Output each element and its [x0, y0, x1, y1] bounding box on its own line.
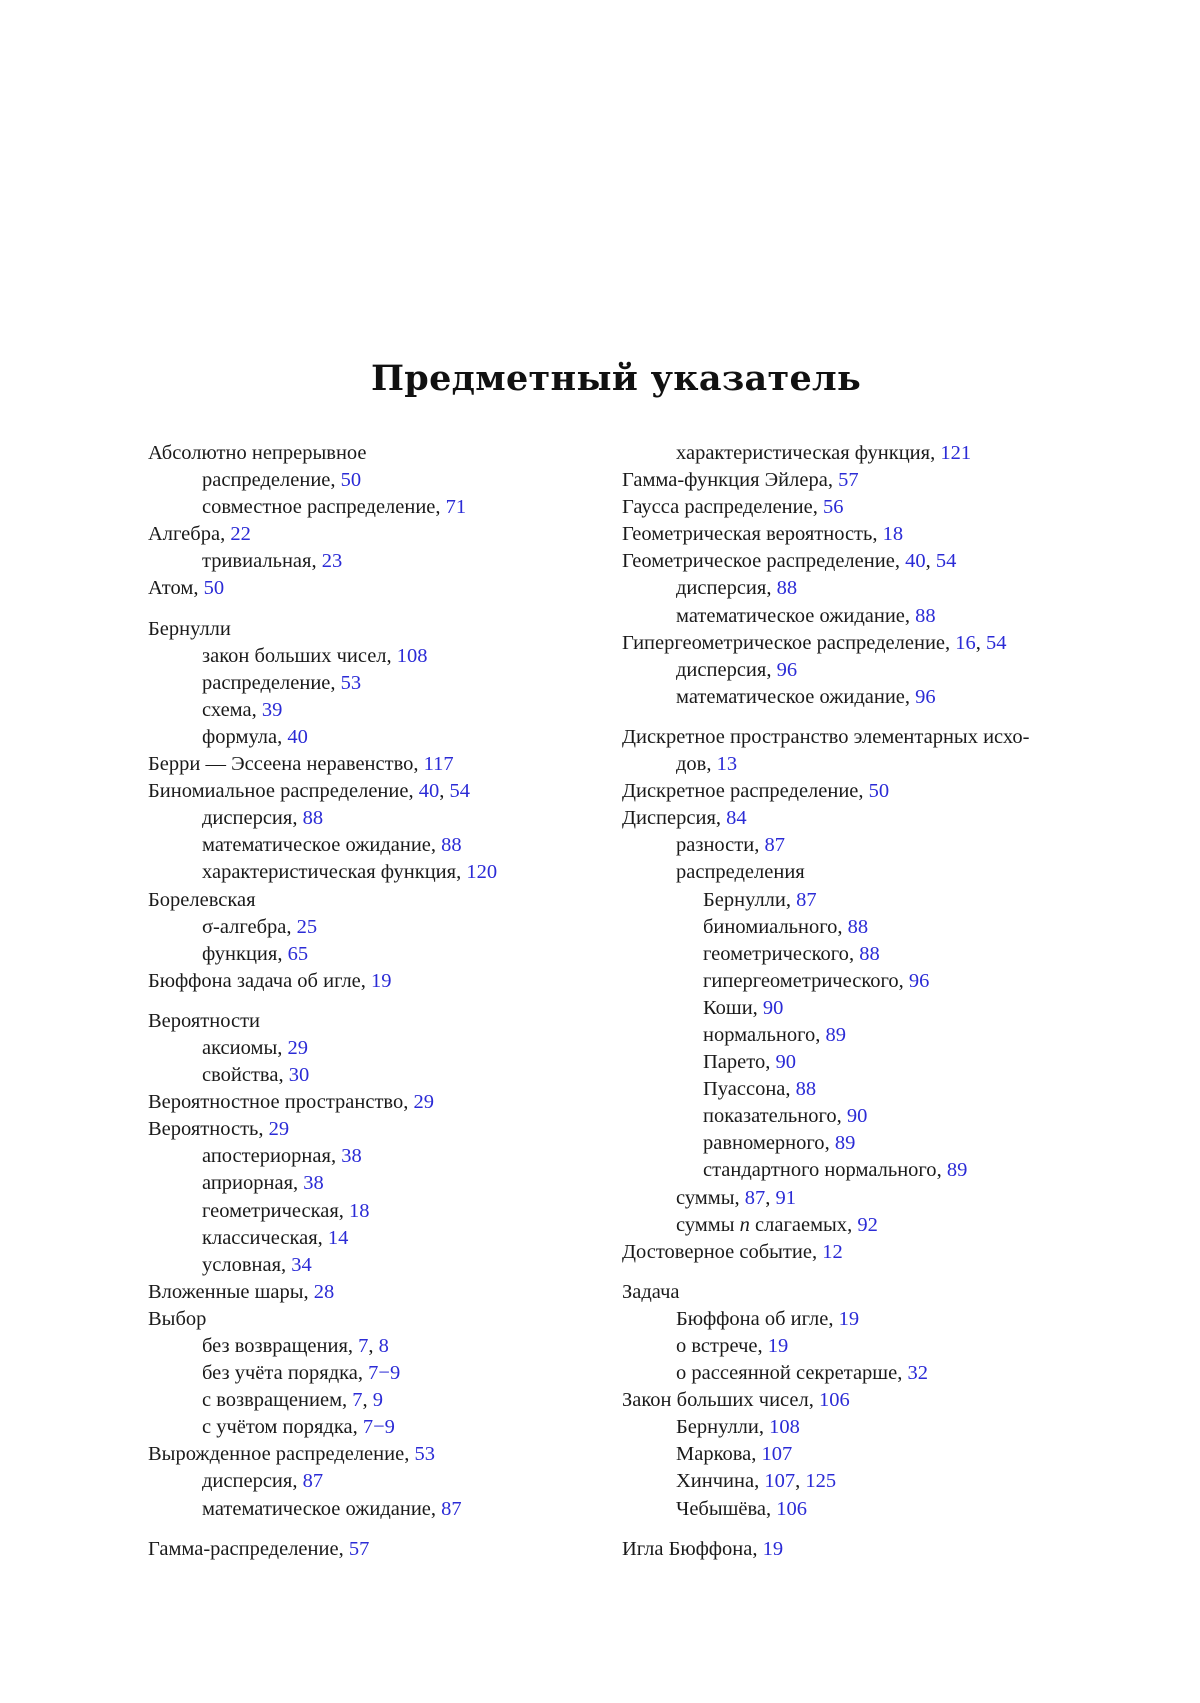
index-term: Вероятность [148, 1118, 259, 1141]
index-entry: дисперсия, 87 [202, 1470, 324, 1493]
index-term: с учётом порядка [202, 1416, 353, 1439]
page-ref-link[interactable]: 23 [321, 550, 343, 573]
page-ref-link[interactable]: 32 [907, 1362, 928, 1385]
index-entry: распределение, 53 [202, 671, 362, 694]
index-term: Дисперсия [622, 807, 716, 830]
page-ref-link[interactable]: 19 [762, 1537, 784, 1560]
index-term: Коши [703, 996, 753, 1019]
page-title: Предметный указатель [370, 358, 862, 399]
index-term: Дискретное распределение [622, 780, 859, 803]
page-ref-link[interactable]: 39 [261, 698, 283, 721]
index-entry: Достоверное событие, 12 [622, 1240, 843, 1263]
index-term: аксиомы [202, 1036, 278, 1059]
page-ref-link[interactable]: 54 [986, 631, 1007, 654]
index-entry: биномиального, 88 [703, 915, 869, 938]
index-term: Алгебра [148, 523, 221, 546]
index-term: Вложенные шары [148, 1280, 304, 1303]
index-entry: Биномиальное распределение, 40, 54 [148, 780, 470, 803]
page-ref-link[interactable]: 30 [288, 1064, 310, 1087]
index-entry: суммы, 87, 91 [676, 1186, 797, 1209]
page-ref-link[interactable]: 53 [340, 671, 362, 694]
index-term: Геометрическое распределение [622, 550, 895, 573]
page-ref-link[interactable]: 13 [716, 753, 738, 776]
index-entry [148, 1306, 608, 1333]
index-entry: Бюффона об игле, 19 [676, 1307, 860, 1330]
page-ref-link[interactable]: 108 [769, 1416, 800, 1439]
index-term: дисперсия [676, 577, 767, 600]
index-term: разности [676, 834, 755, 857]
index-term: суммы [676, 1186, 735, 1209]
page-ref-link[interactable]: 22 [230, 523, 251, 546]
page-ref-link[interactable]: 25 [296, 915, 318, 938]
index-term: Парето [703, 1051, 766, 1074]
index-entry: Атом, 50 [148, 577, 225, 600]
index-entry: Дискретное распределение, 50 [622, 780, 890, 803]
index-entry: о рассеянной секретарше, 32 [676, 1362, 928, 1385]
index-entry: дисперсия, 96 [676, 658, 798, 681]
index-entry: Геометрическая вероятность, 18 [622, 523, 904, 546]
index-term: Бернулли [676, 1416, 759, 1439]
page-ref-link[interactable]: 50 [340, 469, 362, 492]
index-entry: условная, 34 [202, 1253, 312, 1276]
page-ref-link[interactable]: 121 [940, 442, 972, 464]
index-term: Вероятностное пространство [148, 1091, 404, 1114]
index-term: Биномиальное распределение [148, 780, 409, 803]
page-ref-link[interactable]: 84 [726, 807, 747, 830]
page-ref-link[interactable]: 53 [414, 1443, 435, 1466]
index-entry: суммы n слагаемых, 92 [676, 1213, 878, 1236]
index-term: закон больших чисел [202, 644, 387, 667]
index-entry: аксиомы, 29 [202, 1036, 308, 1059]
page-ref-link[interactable]: 88 [302, 807, 324, 830]
index-column-left [148, 440, 608, 1563]
index-entry: σ-алгебра, 25 [202, 915, 318, 938]
index-term: Пуассона [703, 1078, 786, 1101]
index-entry: показательного, 90 [703, 1105, 868, 1128]
page-ref-link[interactable]: 8 [378, 1335, 389, 1357]
page-ref-link[interactable]: 50 [868, 780, 890, 803]
page-ref-link[interactable]: 91 [775, 1186, 797, 1209]
index-entry [622, 859, 1092, 886]
page-ref-link[interactable]: 40 [287, 725, 308, 748]
page-ref-link[interactable]: 92 [857, 1213, 878, 1236]
index-term: Гамма-распределение [148, 1537, 339, 1560]
index-entry: априорная, 38 [202, 1172, 324, 1195]
index-entry: разности, 87 [676, 834, 785, 857]
page-ref-link[interactable]: 57 [838, 469, 859, 492]
page-ref-link[interactable]: 107 [761, 1443, 793, 1466]
index-term: совместное распределение [202, 496, 436, 519]
index-term: распределение [202, 469, 331, 492]
index-entry: Маркова, 107 [676, 1443, 793, 1466]
index-entry: классическая, 14 [202, 1226, 349, 1249]
page-ref-link[interactable]: 96 [776, 658, 798, 681]
index-term: априорная [202, 1172, 294, 1195]
index-entry: стандартного нормального, 89 [703, 1159, 968, 1182]
index-entry: математическое ожидание, 87 [202, 1497, 462, 1520]
page-ref-link[interactable]: 38 [303, 1172, 324, 1195]
index-entry: совместное распределение, 71 [202, 496, 467, 519]
index-term: Берри — Эссеена неравенство [148, 753, 414, 776]
index-term: Бернулли [148, 617, 231, 640]
index-term: геометрическая [202, 1199, 339, 1222]
index-term: Достоверное событие [622, 1240, 812, 1263]
index-entry: математическое ожидание, 88 [676, 604, 936, 627]
page-ref-link[interactable]: 40 [418, 780, 440, 803]
page-ref-link[interactable]: 19 [371, 969, 392, 992]
page-ref-link[interactable]: 88 [795, 1078, 817, 1101]
index-term: дисперсия [202, 1470, 293, 1493]
page-ref-link[interactable]: 90 [775, 1051, 796, 1074]
index-entry: Игла Бюффона, 19 [622, 1537, 784, 1560]
index-term: Чебышёва [676, 1497, 767, 1520]
index-entry: Вырожденное распределение, 53 [148, 1443, 435, 1466]
index-entry: дов, 13 [676, 753, 738, 776]
index-term: Вырожденное распределение [148, 1443, 405, 1466]
index-term: математическое ожидание [202, 1497, 431, 1520]
page-ref-link[interactable]: 56 [822, 496, 844, 519]
index-term: Маркова [676, 1443, 752, 1466]
index-entry: Закон больших чисел, 106 [622, 1389, 850, 1412]
index-entry: Вероятность, 29 [148, 1118, 290, 1141]
index-entry: гипергеометрического, 96 [703, 969, 930, 992]
index-term: дисперсия [676, 658, 767, 681]
index-entry: функция, 65 [202, 942, 309, 965]
index-entry: Гипергеометрическое распределение, 16, 54 [622, 631, 1007, 654]
page-ref-link[interactable]: 14 [327, 1226, 349, 1249]
index-entry: без возвращения, 7, 8 [202, 1335, 389, 1357]
page-ref-link[interactable]: 87 [302, 1470, 324, 1493]
index-term: классическая [202, 1226, 318, 1249]
index-term: Выбор [148, 1307, 207, 1330]
index-entry [148, 1008, 608, 1035]
index-term: σ-алгебра [202, 915, 287, 938]
index-term: Вероятности [148, 1009, 261, 1032]
page-ref-link[interactable]: 19 [838, 1307, 860, 1330]
page-ref-link[interactable]: 18 [882, 523, 904, 546]
index-entry: Гамма-распределение, 57 [148, 1537, 370, 1560]
page-ref-link[interactable]: 87 [441, 1497, 462, 1520]
index-term: Бюффона об игле [676, 1307, 829, 1330]
index-term: Геометрическая вероятность [622, 523, 873, 546]
index-entry [148, 616, 608, 643]
index-entry [622, 1279, 1092, 1306]
index-entry: Коши, 90 [703, 996, 784, 1019]
index-term: Гаусса распределение [622, 496, 813, 519]
index-entry: тривиальная, 23 [202, 550, 343, 573]
index-term: характеристическая функция [202, 861, 457, 884]
index-entry: характеристическая функция, 121 [676, 442, 972, 464]
page-ref-link[interactable]: 16 [955, 631, 976, 654]
page-ref-link[interactable]: 57 [348, 1537, 370, 1560]
index-term: математическое ожидание [676, 685, 905, 708]
index-term: с возвращением [202, 1389, 343, 1412]
index-entry: Бернулли, 108 [676, 1416, 800, 1439]
index-entry: характеристическая функция, 120 [202, 861, 498, 884]
index-term: распределения [676, 861, 805, 884]
index-entry: Хинчина, 107, 125 [676, 1470, 837, 1493]
page-ref-link[interactable]: 18 [349, 1199, 370, 1222]
page-ref-link[interactable]: 120 [466, 861, 498, 884]
index-column-right [622, 440, 1092, 1563]
index-entry: Гаусса распределение, 56 [622, 496, 844, 519]
index-entry: дисперсия, 88 [676, 577, 798, 600]
page-ref-link[interactable]: 89 [946, 1159, 968, 1182]
index-entry: Алгебра, 22 [148, 523, 251, 546]
page-ref-link[interactable]: 7−9 [368, 1362, 401, 1385]
index-term: стандартного нормального [703, 1159, 937, 1182]
page-ref-link[interactable]: 87 [764, 834, 785, 857]
page-ref-link[interactable]: 54 [449, 780, 470, 803]
page-ref-link[interactable]: 89 [825, 1023, 846, 1046]
page-ref-link[interactable]: 106 [776, 1497, 808, 1520]
index-term: апостериорная [202, 1145, 331, 1168]
index-entry: с возвращением, 7, 9 [202, 1389, 384, 1412]
index-term: Бюффона задача об игле [148, 969, 361, 992]
index-term: свойства [202, 1064, 279, 1087]
page-ref-link[interactable]: 88 [441, 834, 462, 857]
index-entry: свойства, 30 [202, 1064, 310, 1087]
page-ref-link[interactable]: 88 [915, 604, 936, 627]
index-term: схема [202, 698, 252, 721]
index-term: Гамма-функция Эйлера [622, 469, 828, 492]
index-term: Бернулли [703, 888, 786, 911]
index-entry: Дисперсия, 84 [622, 807, 747, 830]
index-term: о рассеянной секретарше [676, 1362, 898, 1385]
index-entry: распределение, 50 [202, 469, 362, 492]
page-ref-link[interactable]: 7 [352, 1389, 363, 1412]
index-entry: Вложенные шары, 28 [148, 1280, 335, 1303]
index-entry: Бюффона задача об игле, 19 [148, 969, 392, 992]
index-entry: геометрическая, 18 [202, 1199, 370, 1222]
page-ref-link[interactable]: 19 [767, 1335, 789, 1357]
page-ref-link[interactable]: 89 [834, 1132, 856, 1155]
page-ref-link[interactable]: 88 [847, 915, 869, 938]
index-entry: Гамма-функция Эйлера, 57 [622, 469, 859, 492]
index-term: гипергеометрического [703, 969, 899, 992]
page-ref-link[interactable]: 90 [846, 1105, 868, 1128]
index-term: математическое ожидание [676, 604, 905, 627]
index-entry [148, 887, 608, 914]
index-entry: без учёта порядка, 7−9 [202, 1362, 401, 1385]
page-ref-link[interactable]: 107 [764, 1470, 796, 1493]
index-entry: Берри — Эссеена неравенство, 117 [148, 753, 454, 776]
page-ref-link[interactable]: 117 [423, 753, 454, 776]
page-ref-link[interactable]: 7 [358, 1335, 369, 1357]
index-term: Закон больших чисел [622, 1389, 809, 1412]
index-entry: равномерного, 89 [703, 1132, 856, 1155]
page-ref-link[interactable]: 106 [818, 1389, 850, 1412]
index-entry: Вероятностное пространство, 29 [148, 1091, 434, 1114]
index-entry: геометрического, 88 [703, 942, 880, 965]
index-entry: Парето, 90 [703, 1051, 796, 1074]
index-term: геометрического [703, 942, 849, 965]
page-ref-link[interactable]: 108 [396, 644, 428, 667]
index-entry: дисперсия, 88 [202, 807, 324, 830]
index-entry: апостериорная, 38 [202, 1145, 362, 1168]
index-term: Атом [148, 577, 194, 600]
index-term: распределение [202, 671, 331, 694]
page-ref-link[interactable]: 28 [313, 1280, 335, 1303]
index-entry: математическое ожидание, 96 [676, 685, 936, 708]
page-ref-link[interactable]: 87 [796, 888, 817, 911]
index-term: условная [202, 1253, 282, 1276]
index-entry [622, 724, 1092, 751]
page-ref-link[interactable]: 65 [287, 942, 309, 965]
index-term: дисперсия [202, 807, 293, 830]
index-entry: Чебышёва, 106 [676, 1497, 808, 1520]
page-ref-link[interactable]: 96 [908, 969, 930, 992]
page-ref-link[interactable]: 125 [805, 1470, 837, 1493]
index-term: функция [202, 942, 278, 965]
index-term: Дискретное пространство элементарных исхо- [622, 725, 1030, 748]
index-term: показательного [703, 1105, 837, 1128]
page-ref-link[interactable]: 7−9 [362, 1416, 395, 1439]
index-term: без возвращения [202, 1335, 348, 1357]
index-term: суммы n слагаемых [676, 1213, 848, 1236]
index-term: дов [676, 753, 707, 776]
page-ref-link[interactable]: 96 [915, 685, 936, 708]
index-term: биномиального [703, 915, 838, 938]
page-ref-link[interactable]: 40 [905, 550, 926, 573]
index-entry: математическое ожидание, 88 [202, 834, 462, 857]
index-term: тривиальная [202, 550, 312, 573]
index-term: характеристическая функция [676, 442, 931, 464]
index-term: равномерного [703, 1132, 825, 1155]
page-ref-link[interactable]: 34 [291, 1253, 312, 1276]
page-ref-link[interactable]: 29 [287, 1036, 308, 1059]
index-entry: о встрече, 19 [676, 1335, 789, 1357]
page-ref-link[interactable]: 50 [203, 577, 225, 600]
index-entry: формула, 40 [202, 725, 308, 748]
index-entry: закон больших чисел, 108 [202, 644, 428, 667]
index-term: Задача [622, 1280, 680, 1303]
index-term: без учёта порядка [202, 1362, 358, 1385]
index-term: Хинчина [676, 1470, 755, 1493]
index-entry: Геометрическое распределение, 40, 54 [622, 550, 957, 573]
index-term: математическое ожидание [202, 834, 431, 857]
index-entry: с учётом порядка, 7−9 [202, 1416, 395, 1439]
index-term: нормального [703, 1023, 816, 1046]
page-ref-link[interactable]: 88 [776, 577, 798, 600]
page-ref-link[interactable]: 12 [822, 1240, 843, 1263]
index-entry: нормального, 89 [703, 1023, 846, 1046]
index-term: о встрече [676, 1335, 758, 1357]
index-entry: Пуассона, 88 [703, 1078, 817, 1101]
page-ref-link[interactable]: 88 [859, 942, 880, 965]
index-entry: схема, 39 [202, 698, 283, 721]
index-term: Абсолютно непрерывное [148, 442, 367, 464]
page-ref-link[interactable]: 87 [744, 1186, 766, 1209]
page-ref-link[interactable]: 71 [445, 496, 467, 519]
page-ref-link[interactable]: 90 [762, 996, 784, 1019]
index-term: Гипергеометрическое распределение [622, 631, 946, 654]
page-ref-link[interactable]: 29 [268, 1118, 290, 1141]
page-ref-link[interactable]: 9 [372, 1389, 384, 1412]
index-term: Борелевская [148, 888, 256, 911]
index-term: формула [202, 725, 278, 748]
index-entry: Бернулли, 87 [703, 888, 817, 911]
page-ref-link[interactable]: 38 [341, 1145, 362, 1168]
page-ref-link[interactable]: 54 [935, 550, 957, 573]
index-term: Игла Бюффона [622, 1537, 753, 1560]
index-entry [148, 440, 608, 467]
page-ref-link[interactable]: 29 [413, 1091, 434, 1114]
